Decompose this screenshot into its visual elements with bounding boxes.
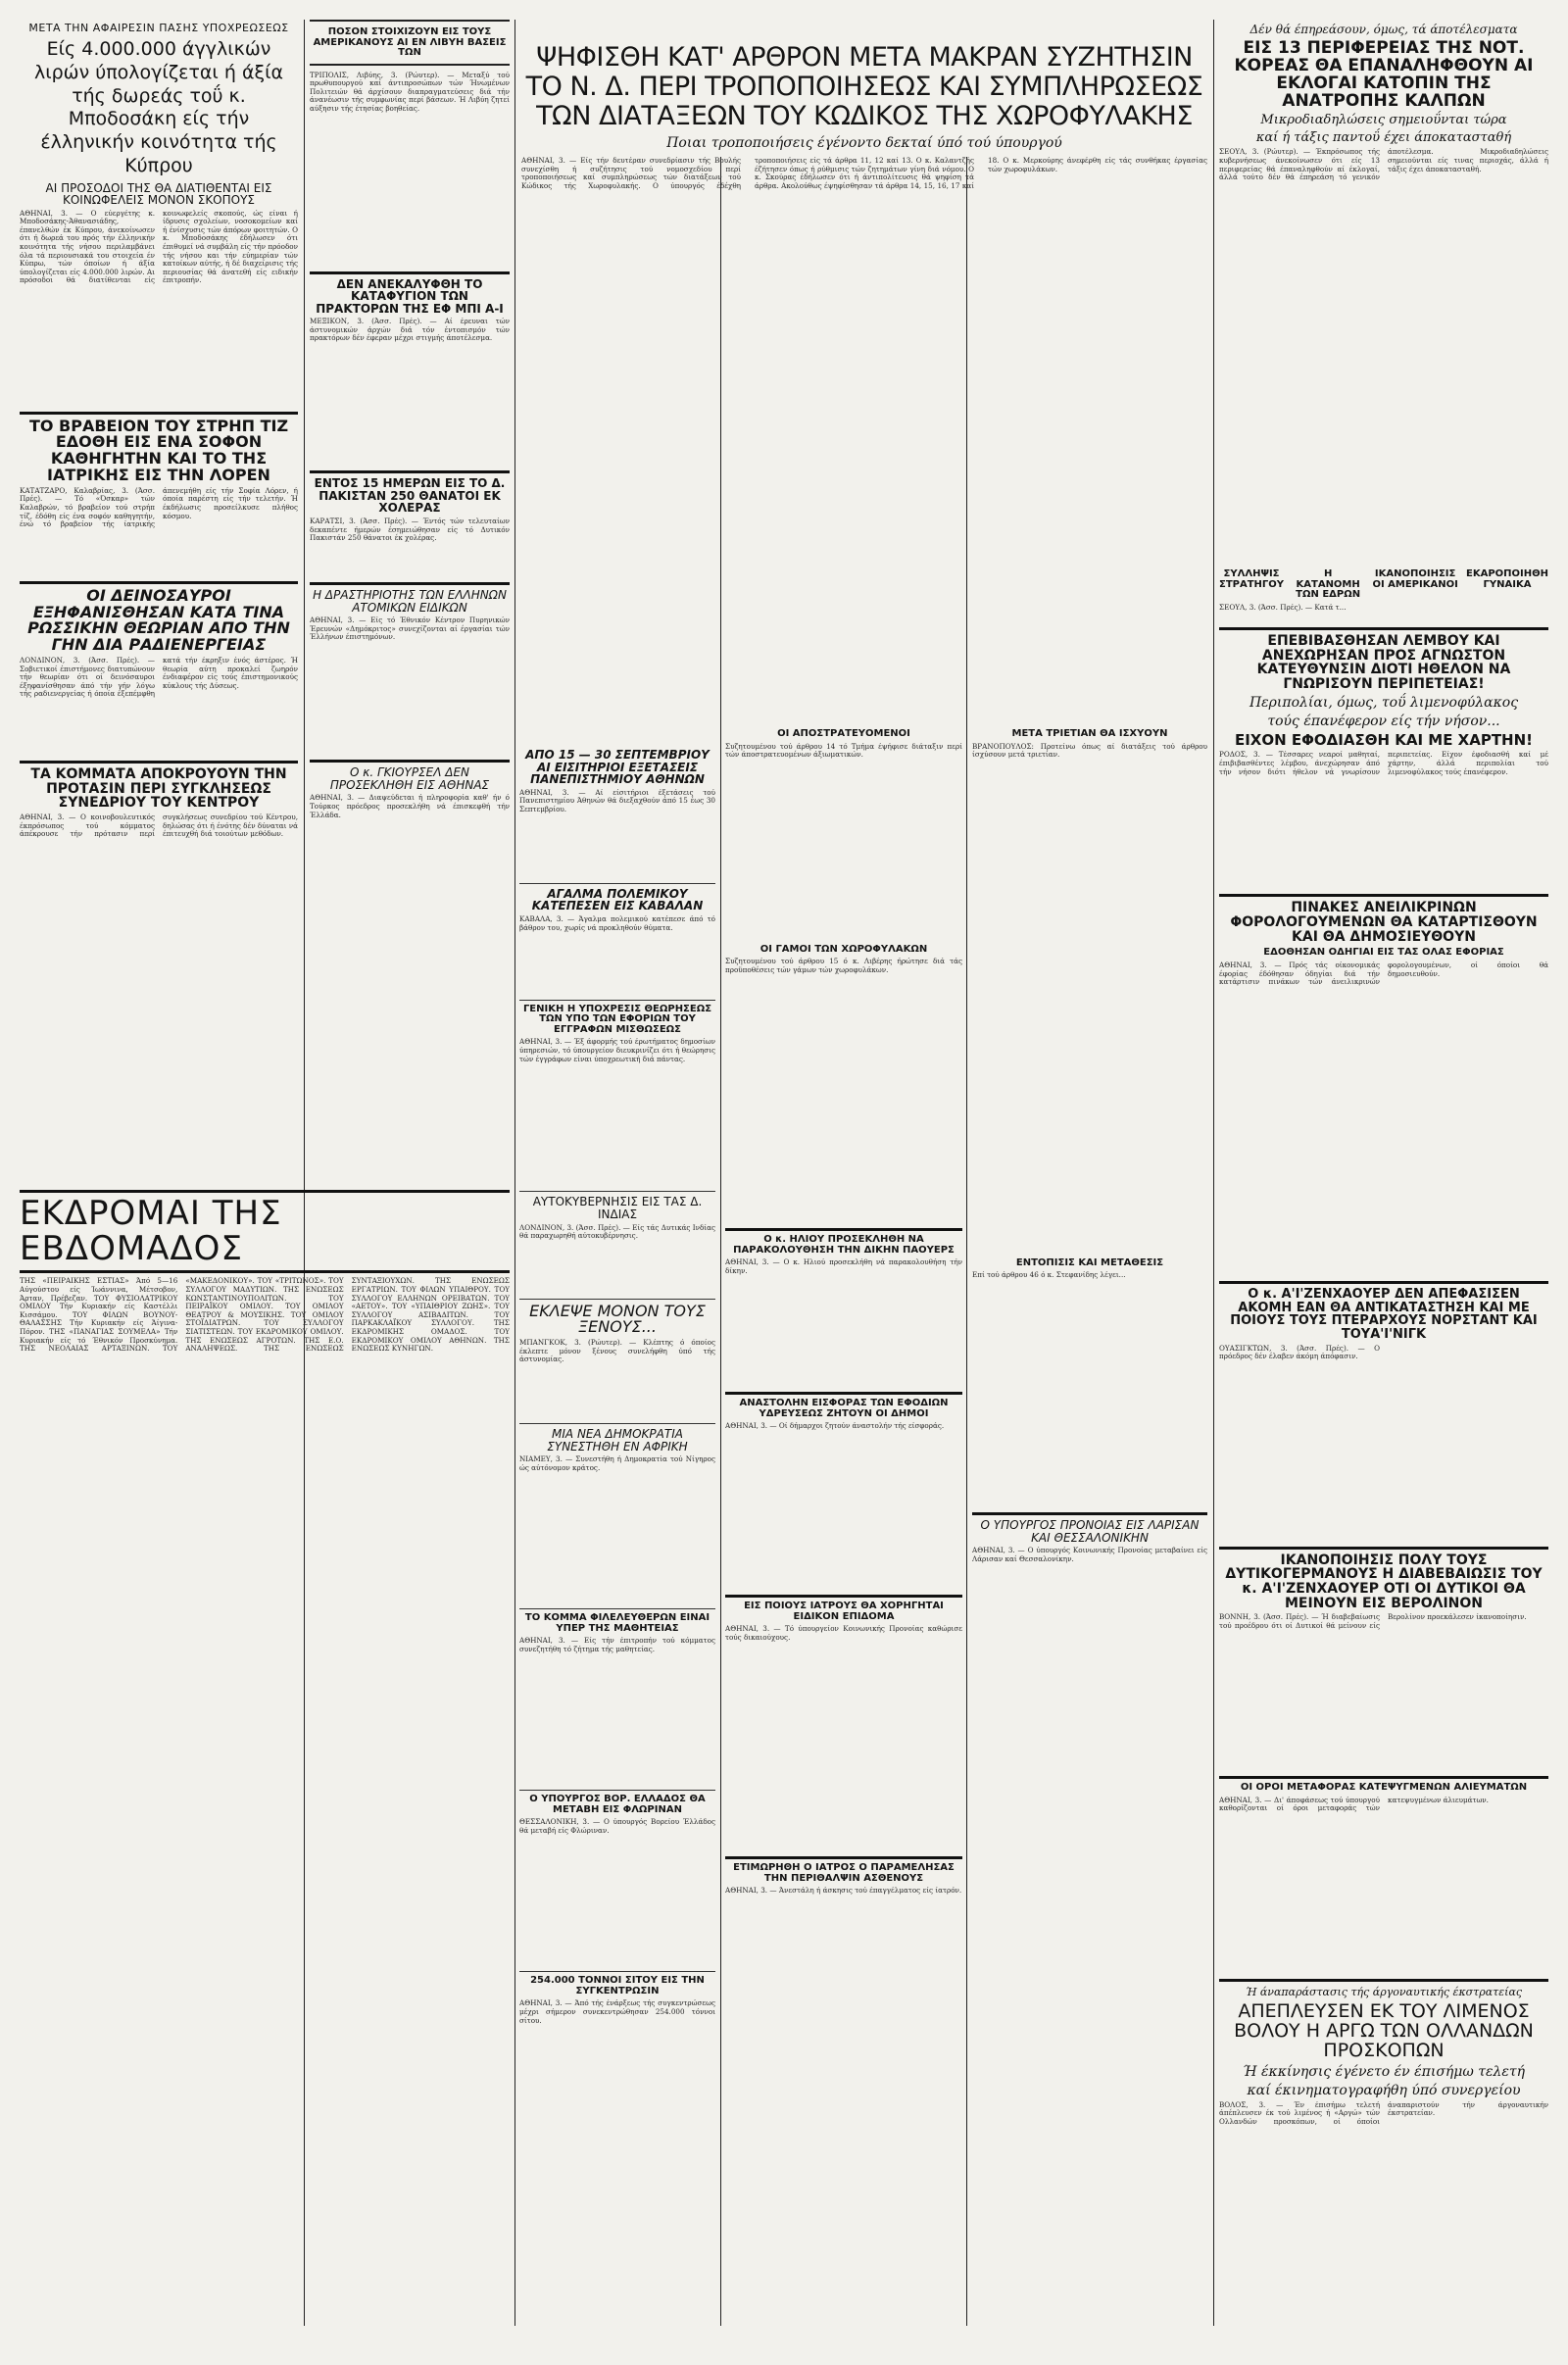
article-university — [519, 749, 715, 877]
article-statue — [519, 888, 715, 994]
headline: ΔΕΝ ΑΝΕΚΑΛΥΦΘΗ ΤΟ ΚΑΤΑΦΥΓΙΟΝ ΤΩΝ ΠΡΑΚΤΟΡΩΝ ΤΗΣ ΕΦ ΜΠΙ Α-Ι — [316, 276, 504, 316]
section-title: ΕΚΔΡΟΜΑΙ ΤΗΣ ΕΒΔΟΜΑΔΟΣ — [20, 1194, 282, 1268]
subhead: ΕΔΟΘΗΣΑΝ ΟΔΗΓΙΑΙ ΕΙΣ ΤΑΣ ΟΛΑΣ ΕΦΟΡΙΑΣ — [1263, 947, 1504, 959]
headline: ΙΚΑΝΟΠΟΙΗΣΙΣ ΠΟΛΥ ΤΟΥΣ ΔΥΤΙΚΟΓΕΡΜΑΝΟΥΣ Η ΔΙΑΒΕΒΑΙΩΣΙΣ ΤΟΥ κ. Α'Ι'ΖΕΝΧΑΟΥΕΡ ΟΤΙ ΟΙ ΔΥΤΙΚΟΙ ΘΑ ΜΕΙΝΟΥΝ ΕΙΣ ΒΕΡΟΛΙΝΟΝ — [1225, 1552, 1543, 1611]
lead-article-body: ΑΘΗΝΑΙ, 3. — Είς τήν δευτέραν συνεδρίασιν τής Βουλής συνεχίσθη ή συζήτησις τού νομοσχεδίου περί τροποποιήσεως καί συμπληρώσεως τών διατάξεων τού Κώδικος τής Χωροφυλακής. Ο ύπουργός έδέχθη τροποποιήσεις είς τά άρθρα 11, 12 καί 13. Ο κ. Καλαντζής έζήτησεν όπως ή ρύθμισις τών ζητημάτων γίνη διά νόμου. Ο κ. Σκούρας έδήλωσεν ότι ή άντιπολίτευσις θά ψηφίση τά άρθρα. Ακολούθως έψηφίσθησαν τά άρθρα 14, 15, 16, 17 καί 18. Ο κ. Μερκούρης άνεφέρθη είς τάς συνθήκας έργασίας τών χωροφυλάκων. — [521, 157, 1207, 190]
headline: Είς 4.000.000 άγγλικών λιρών ύπολογίζεται ή άξία τής δωρεάς τοΰ κ. Μποδοσάκη είς τήν έλληνικήν κοινότητα τής Κύπρου — [33, 38, 284, 176]
article-body: ΛΟΝΔΙΝΟΝ, 3. (Άσσ. Πρές). — Είς τάς Δυτικάς Ινδίας θά παραχωρηθή αύτοκυβέρνησις. — [519, 1223, 715, 1241]
article-weddings — [725, 945, 962, 1223]
article-body: ΟΥΑΣΙΓΚΤΩΝ, 3. (Άσσ. Πρές). — Ο πρόεδρος δέν έλαβεν άκόμη άπόφασιν. — [1219, 1344, 1380, 1361]
article-kicker: Δέν θά έπηρεάσουν, όμως, τά άποτέλεσματα — [1250, 23, 1518, 36]
column-fourth — [725, 725, 962, 2326]
article-body: ΚΑΤΑΤΖΑΡΟ, Καλαβρίας, 3. (Άσσ. Πρές). — Τό «Όσκαρ» τών Καλαβρών, τό βραβείον τού στρήπ τίζ, έδόθη είς ένα σοφόν καθηγητήν, ένώ τό βραβείον τής ίατρικής άπενεμήθη είς τήν Σοφία Λόρεν, ή όποία παρέστη είς τήν τελετήν. Ή έκδήλωσις προσείλκυσε πλήθος κόσμου. — [20, 486, 298, 529]
article-body: ΑΘΗΝΑΙ, 3. — Πρός τάς οίκονομικάς έφορίας έδόθησαν όδηγίαι διά τήν κατάρτισιν πινάκων τών άνειλικρινών φορολογουμένων, οί όποίοι θά δημοσιευθούν. — [1219, 961, 1548, 987]
newspaper-page — [20, 20, 1548, 2326]
headline: ΟΙ ΔΕΙΝΟΣΑΥΡΟΙ ΕΞΗΦΑΝΙΣΘΗΣΑΝ ΚΑΤΑ ΤΙΝΑ ΡΩΣΣΙΚΗΝ ΘΕΩΡΙΑΝ ΑΠΟ ΤΗΝ ΓΗΝ ΔΙΑ ΡΑΔΙΕΝΕΡΓΕΙΑΣ — [27, 585, 290, 655]
headline: ΟΙ ΓΑΜΟΙ ΤΩΝ ΧΩΡΟΦΥΛΑΚΩΝ — [760, 943, 928, 955]
article-body: ΡΟΔΟΣ, 3. — Τέσσαρες νεαροί μαθηταί, έπιβιβασθέντες λέμβου, άνεχώρησαν άπό τήν νήσον διότι ήθελον νά γνωρίσουν περιπετείας. Είχον έφοδιασθή καί μέ χάρτην, άλλά περιπολίαι τού λιμενοφύλακος τούς έπανέφερον. — [1219, 751, 1548, 776]
headline: ΟΙ ΟΡΟΙ ΜΕΤΑΦΟΡΑΣ ΚΑΤΕΨΥΓΜΕΝΩΝ ΑΛΙΕΥΜΑΤΩΝ — [1240, 1782, 1528, 1794]
headline: ΑΠΟ 15 — 30 ΣΕΠΤΕΜΒΡΙΟΥ ΑΙ ΕΙΣΙΤΗΡΙΟΙ ΕΞΕΤΑΣΕΙΣ ΠΑΝΕΠΙΣΤΗΜΙΟΥ ΑΘΗΝΩΝ — [525, 748, 710, 787]
subhead: καί ή τάξις παντοΰ έχει άποκατασταθή — [1255, 130, 1512, 146]
article-fish — [1219, 1783, 1548, 1973]
headline: Ο κ. Α'Ι'ΖΕΝΧΑΟΥΕΡ ΔΕΝ ΑΠΕΦΑΣΙΣΕΝ ΑΚΟΜΗ ΕΑΝ ΘΑ ΑΝΤΙΚΑΤΑΣΤΗΣΗ ΚΑΙ ΜΕ ΠΟΙΟΥΣ ΤΟΥΣ ΠΤΕΡΑΡΧΟΥΣ ΝΟΡΣΤΑΝΤ ΚΑΙ ΤΟΥΑ'Ι'ΝΙΓΚ — [1230, 1286, 1538, 1342]
lead-subhead: Ποιαι τροποποιήσεις έγένοντο δεκταί ύπό τού ύπουργού — [666, 134, 1062, 151]
headline: 254.000 ΤΟΝΝΟΙ ΣΙΤΟΥ ΕΙΣ ΤΗΝ ΣΥΓΚΕΝΤΡΩΣΙΝ — [530, 1975, 705, 1996]
headline: ΑΠΕΠΛΕΥΣΕΝ ΕΚ ΤΟΥ ΛΙΜΕΝΟΣ ΒΟΛΟΥ Η ΑΡΓΩ ΤΩΝ ΟΛΛΑΝΔΩΝ ΠΡΟΣΚΟΠΩΝ — [1234, 1999, 1534, 2061]
article-indies — [519, 1196, 715, 1292]
article-libya — [310, 20, 510, 66]
headline: ΠΟΣΟΝ ΣΤΟΙΧΙΖΟΥΝ ΕΙΣ ΤΟΥΣ ΑΜΕΡΙΚΑΝΟΥΣ ΑΙ ΕΝ ΛΙΒΥΗ ΒΑΣΕΙΣ ΤΩΝ — [313, 26, 507, 58]
article-three-years — [972, 729, 1207, 1253]
article-leases — [519, 1005, 715, 1186]
article-body: ΑΘΗΝΑΙ, 3. — Διαψεύδεται ή πληροφορία καθ' ήν ό Τούρκος πρόεδρος προσεκλήθη νά έπισκεφθή τήν Έλλάδα. — [310, 794, 510, 819]
article-body: ΑΘΗΝΑΙ, 3. — Τό ύπουργείον Κοινωνικής Προνοίας καθώρισε τούς δικαιούχους. — [725, 1625, 962, 1642]
lead-article-body-area — [521, 157, 1207, 725]
column-third — [519, 745, 715, 2326]
headline: ΤΑ ΚΟΜΜΑΤΑ ΑΠΟΚΡΟΥΟΥΝ ΤΗΝ ΠΡΟΤΑΣΙΝ ΠΕΡΙ ΣΥΓΚΛΗΣΕΩΣ ΣΥΝΕΔΡΙΟΥ ΤΟΥ ΚΕΝΤΡΟΥ — [30, 766, 287, 812]
article-iliou — [725, 1235, 962, 1386]
headline: ΕΠΕΒΙΒΑΣΘΗΣΑΝ ΛΕΜΒΟΥ ΚΑΙ ΑΝΕΧΩΡΗΣΑΝ ΠΡΟΣ ΑΓΝΩΣΤΟΝ ΚΑΤΕΥΘΥΝΣΙΝ ΔΙΟΤΙ ΗΘΕΛΟΝ ΝΑ ΓΝΩΡΙΣΟΥΝ ΠΕΡΙΠΕΤΕΙΑΣ! — [1256, 632, 1511, 692]
article-body: ΜΠΑΝΓΚΟΚ, 3. (Ρώυτερ). — Κλέπτης ό όποίος έκλεπτε μόνον ξένους συνελήφθη ύπό τής άστυνομίας. — [519, 1339, 715, 1364]
column-rule — [514, 20, 515, 2326]
headline: ΕΝΤΟΣ 15 ΗΜΕΡΩΝ ΕΙΣ ΤΟ Δ. ΠΑΚΙΣΤΑΝ 250 ΘΑΝΑΤΟΙ ΕΚ ΧΟΛΕΡΑΣ — [314, 476, 506, 516]
subhead: τούς έπανέφερον είς τήν νήσον... — [1267, 713, 1500, 729]
column-fifth — [972, 725, 1207, 2326]
article-body: ΑΘΗΝΑΙ, 3. — Άνεστάλη ή άσκησις τού έπαγγέλματος είς ίατρόν. — [725, 1887, 962, 1895]
column-rule — [1213, 20, 1214, 2326]
subhead: Ή έκκίνησις έγένετο έν έπισήμω τελετή — [1243, 2063, 1525, 2080]
article-kicker: ΜΕΤΑ ΤΗΝ ΑΦΑΙΡΕΣΙΝ ΠΑΣΗΣ ΥΠΟΧΡΕΩΣΕΩΣ — [28, 22, 289, 34]
article-retirees — [725, 729, 962, 939]
article-body: ΚΑΒΑΛΑ, 3. — Άγαλμα πολεμικού κατέπεσε άπό τό βάθρον του, χωρίς νά προκληθούν θύματα. — [519, 914, 715, 932]
headline: Ο κ. ΓΚΙΟΥΡΣΕΛ ΔΕΝ ΠΡΟΣΕΚΛΗΘΗ ΕΙΣ ΑΘΗΝΑΣ — [329, 765, 490, 792]
article-body: ΑΘΗΝΑΙ, 3. — Δι' άποφάσεως τού ύπουργού καθορίζονται οί όροι μεταφοράς τών κατεψυγμένων άλιευμάτων. — [1219, 1796, 1489, 1813]
subhead: καί έκινηματογραφήθη ύπό συνεργείου — [1247, 2082, 1521, 2098]
article-body: Συζητουμένου τού άρθρου 14 τό Τμήμα έψήφισε διάταξιν περί τών άποστρατευομένων άξιωματικών. — [725, 742, 962, 760]
article-doctor-punished — [725, 1863, 962, 2181]
headline: ΑΓΑΛΜΑ ΠΟΛΕΜΙΚΟΥ ΚΑΤΕΠΕΣΕΝ ΕΙΣ ΚΑΒΑΛΑΝ — [531, 886, 704, 913]
lead-article-header — [521, 39, 1207, 154]
headline: Ο κ. ΗΛΙΟΥ ΠΡΟΣΕΚΛΗΘΗ ΝΑ ΠΑΡΑΚΟΛΟΥΘΗΣΗ ΤΗΝ ΔΙΚΗΝ ΠΑΟΥΕΡΣ — [733, 1234, 955, 1256]
article-body: ΑΘΗΝΑΙ, 3. — Ο κοινοβουλευτικός έκπρόσωπος τού κόμματος άπέκρουσε τήν πρότασιν περί συγκλήσεως συνεδρίου τού Κέντρου, δηλώσας ότι ή ένότης δέν δύναται νά έπιτευχθή διά τοιούτων μεθόδων. — [20, 813, 298, 839]
article-kicker: Ή άναπαράστασις τής άργοναυτικής έκστρατείας — [1245, 1985, 1523, 1998]
article-striptease — [20, 416, 298, 575]
article-atomic — [310, 589, 510, 754]
headline: ΟΙ ΑΠΟΣΤΡΑΤΕΥΟΜΕΝΟΙ — [777, 728, 910, 739]
article-boat — [1219, 634, 1548, 889]
article-liberals — [519, 1613, 715, 1784]
article-thief — [519, 1301, 715, 1418]
headline: ΤΟ ΚΟΜΜΑ ΦΙΛΕΛΕΥΘΕΡΩΝ ΕΙΝΑΙ ΥΠΕΡ ΤΗΣ ΜΑΘΗΤΕΙΑΣ — [524, 1612, 710, 1634]
article-body: ΑΘΗΝΑΙ, 3. — Είς τήν έπιτροπήν τού κόμματος συνεζητήθη τό ζήτημα τής μαθητείας. — [519, 1637, 715, 1654]
headline: ΤΟ ΒΡΑΒΕΙΟΝ ΤΟΥ ΣΤΡΗΠ ΤΙΖ ΕΔΟΘΗ ΕΙΣ ΕΝΑ ΣΟΦΟΝ ΚΑΘΗΓΗΤΗΝ ΚΑΙ ΤΟ ΤΗΣ ΙΑΤΡΙΚΗΣ ΕΙΣ ΤΗΝ ΛΟΡΕΝ — [28, 416, 289, 485]
article-body: ΣΕΟΥΛ, 3. (Άσσ. Πρές). — Κατά τ... — [1219, 603, 1347, 612]
subhead: ΑΙ ΠΡΟΣΟΔΟΙ ΤΗΣ ΘΑ ΔΙΑΤΙΘΕΝΤΑΙ ΕΙΣ ΚΟΙΝΩΦΕΛΕΙΣ ΜΟΝΟΝ ΣΚΟΠΟΥΣ — [45, 180, 272, 208]
article-eisenhower — [1219, 1288, 1548, 1541]
headline: ΕΝΤΟΠΙΣΙΣ ΚΑΙ ΜΕΤΑΘΕΣΙΣ — [1015, 1256, 1164, 1268]
article-body: ΑΘΗΝΑΙ, 3. — Αί είσιτήριοι έξετάσεις τού Πανεπιστημίου Άθηνών θά διεξαχθούν άπό 15 έως 30 Σεπτεμβρίου. — [519, 788, 715, 813]
article-body: ΛΟΝΔΙΝΟΝ, 3. (Άσσ. Πρές). — Σοβιετικοί έπιστήμονες διατυπώνουν τήν θεωρίαν ότι οί δεινόσαυροι έξηφανίσθησαν άπό τήν γήν λόγω τής ραδιενεργείας ή όποία έξεπέμφθη κατά τήν έκρηξιν ένός άστέρος. Ή θεωρία αύτη προκαλεί ζωηρόν ένδιαφέρον είς τούς έπιστημονικούς κύκλους τής Δύσεως. — [20, 657, 298, 699]
article-dinosaurs — [20, 585, 298, 755]
article-municipalities — [725, 1399, 962, 1589]
article-bodosakis — [20, 22, 298, 406]
headline: Η ΚΑΤΑΝΟΜΗ ΤΩΝ ΕΔΡΩΝ — [1296, 568, 1361, 601]
article-body: ΚΑΡΑΤΣΙ, 3. (Άσσ. Πρές). — Έντός τών τελευταίων δεκαπέντε ήμερών έσημειώθησαν είς τό Δυτικόν Πακιστάν 250 θάνατοι έκ χολέρας. — [310, 517, 510, 543]
article-parties — [20, 767, 298, 961]
article-fbi — [310, 278, 510, 466]
article-body: ΝΙΑΜΕΥ, 3. — Συνεστήθη ή Δημοκρατία τού Νίγηρος ώς αύτόνομον κράτος. — [519, 1455, 715, 1473]
headline: Ο ΥΠΟΥΡΓΟΣ ΒΟΡ. ΕΛΛΑΔΟΣ ΘΑ ΜΕΤΑΒΗ ΕΙΣ ΦΛΩΡΙΝΑΝ — [529, 1794, 706, 1815]
article-body: ΑΘΗΝΑΙ, 3. — Ο ύπουργός Κοινωνικής Προνοίας μεταβαίνει είς Λάρισαν καί Θεσσαλονίκην. — [972, 1547, 1207, 1563]
subhead: Μικροδιαδηλώσεις σημειοΰνται τώρα — [1260, 113, 1507, 128]
headline: ΓΕΝΙΚΗ Η ΥΠΟΧΡΕΣΙΣ ΘΕΩΡΗΣΕΩΣ ΤΩΝ ΥΠΟ ΤΩΝ ΕΦΟΡΙΩΝ ΤΟΥ ΕΓΓΡΑΦΩΝ ΜΙΣΘΩΣΕΩΣ — [522, 1003, 712, 1035]
headline: ΜΕΤΑ ΤΡΙΕΤΙΑΝ ΘΑ ΙΣΧΥΟΥΝ — [1011, 728, 1168, 739]
excursions-section — [20, 1186, 510, 2326]
article-body: ΑΘΗΝΑΙ, 3. — Ο κ. Ηλιού προσεκλήθη νά παρακολουθήση τήν δίκην. — [725, 1258, 962, 1275]
article-gursel — [310, 766, 510, 990]
column-right — [1219, 20, 1548, 2326]
subhead: Περιπολίαι, όμως, τοΰ λιμενοφύλακος — [1249, 694, 1519, 711]
headline: ΑΥΤΟΚΥΒΕΡΝΗΣΙΣ ΕΙΣ ΤΑΣ Δ. ΙΝΔΙΑΣ — [532, 1195, 703, 1222]
column-left — [20, 20, 298, 1176]
headline: ΕΤΙΜΩΡΗΘΗ Ο ΙΑΤΡΟΣ Ο ΠΑΡΑΜΕΛΗΣΑΣ ΤΗΝ ΠΕΡΙΘΑΛΨΙΝ ΑΣΘΕΝΟΥΣ — [733, 1862, 955, 1884]
article-body: ΑΘΗΝΑΙ, 3. — Ο εύεργέτης κ. Μποδοσάκης-Άθανασιάδης, έπανελθών έκ Κύπρου, άνεκοίνωσεν ότι ή δωρεά του πρός τήν έλληνικήν κοινότητα τής νήσου περιλαμβάνει όλα τά περιουσιακά του στοιχεία έν Κύπρω, τών όποίων ή άξία ύπολογίζεται είς 4.000.000 λιρών. Αι πρόσοδοι θά διατίθενται είς κοινωφελείς σκοπούς, ώς είναι ή ίδρυσις σχολείων, νοσοκομείων καί ή ένίσχυσις τών άπόρων φοιτητών. Ο κ. Μποδοσάκης έδήλωσεν ότι έπιθυμεί νά συμβάλη είς τήν πρόοδον τής νήσου και τήν εύημερίαν τών κατοίκων αύτής, ή δέ διαχείρισις τής περιουσίας θά άνατεθή είς ειδικήν έπιτροπήν. — [20, 209, 298, 285]
article-body: Επί τού άρθρου 46 ό κ. Στεφανίδης λέγει... — [972, 1271, 1126, 1279]
article-body: ΑΘΗΝΑΙ, 3. — Έξ άφορμής τού έρωτήματος δημοσίων ύπηρεσιών, τό ύπουργείον διευκρινίζει ότι ή θεώρησις τών έγγράφων είναι ύποχρεωτική διά πάντας. — [519, 1038, 715, 1063]
article-wheat — [519, 1976, 715, 2156]
headline: Η ΔΡΑΣΤΗΡΙΟΤΗΣ ΤΩΝ ΕΛΛΗΝΩΝ ΑΤΟΜΙΚΩΝ ΕΙΔΙΚΩΝ — [313, 588, 507, 615]
article-body: ΣΕΟΥΛ, 3. (Ρώυτερ). — Έκπρόσωπος τής κυβερνήσεως άνεκοίνωσεν ότι είς 13 περιφερείας θά έπαναληφθούν αί έκλογαί, άλλά τούτο δέν θά έπηρεάση τό γενικόν άποτέλεσμα. Μικροδιαδηλώσεις σημειούνται είς τινας περιοχάς, άλλά ή τάξις έχει άποκατασταθή. — [1219, 148, 1548, 182]
article-florina — [519, 1795, 715, 1965]
headline: Ο ΥΠΟΥΡΓΟΣ ΠΡΟΝΟΙΑΣ ΕΙΣ ΛΑΡΙΣΑΝ ΚΑΙ ΘΕΣΣΑΛΟΝΙΚΗΝ — [980, 1518, 1200, 1545]
headline: ΙΚΑΝΟΠΟΙΗΣΙΣ ΟΙ ΑΜΕΡΙΚΑΝΟΙ — [1372, 568, 1458, 590]
article-body: ΒΟΝΝΗ, 3. (Άσσ. Πρές). — Ή διαβεβαίωσις τού προέδρου ότι οί Δυτικοί θά μείνουν είς Βερολίνον προεκάλεσεν ίκανοποίησιν. — [1219, 1613, 1527, 1630]
headline: ΣΥΛΛΗΨΙΣ ΣΤΡΑΤΗΓΟΥ — [1219, 568, 1285, 590]
article-welfare-minister — [972, 1519, 1207, 2233]
headline: ΕΚΑΡΟΠΟΙΗΘΗ ΓΥΝΑΙΚΑ — [1466, 568, 1548, 590]
article-africa — [519, 1428, 715, 1602]
article-cholera — [310, 477, 510, 576]
column-second — [310, 20, 510, 1176]
headline: ΜΙΑ ΝΕΑ ΔΗΜΟΚΡΑΤΙΑ ΣΥΝΕΣΤΗΘΗ ΕΝ ΑΦΡΙΚΗ — [547, 1427, 688, 1453]
excursions-list: ΤΗΣ «ΠΕΙΡΑΪΚΗΣ ΕΣΤΙΑΣ» Άπό 5—16 Αύγούστου είς Ίωάννινα, Μέτσοβον, Άρταν, Πρέβεζαν. ΤΟΥ ΦΥΣΙΟΛΑΤΡΙΚΟΥ ΟΜΙΛΟΥ Τήν Κυριακήν είς Καστέλλι Κισσάμου. ΤΟΥ ΦΙΛΩΝ ΒΟΥΝΟΥ-ΘΑΛΑΣΣΗΣ Τήν Κυριακήν είς Άίγινα-Πόρον. ΤΗΣ «ΠΑΝΑΓΙΑΣ ΣΟΥΜΕΛΑ» Τήν Κυριακήν είς τό Έθνικόν Προσκύνημα. ΤΗΣ ΝΕΟΛΑΙΑΣ ΑΡΤΑΞΙΝΩΝ. ΤΟΥ «ΜΑΚΕΔΟΝΙΚΟΥ». ΤΟΥ «ΤΡΙΤΩΝΟΣ». ΤΟΥ ΣΥΛΛΟΓΟΥ ΜΑΔΥΤΙΩΝ. ΤΗΣ ΕΝΩΣΕΩΣ ΚΩΝΣΤΑΝΤΙΝΟΥΠΟΛΙΤΩΝ. ΤΟΥ ΠΕΙΡΑΪΚΟΥ ΟΜΙΛΟΥ. ΤΟΥ ΟΜΙΛΟΥ ΘΕΑΤΡΟΥ & ΜΟΥΣΙΚΗΣ. ΤΟΥ ΟΜΙΛΟΥ ΣΤΟΪΔΙΑΤΡΩΝ. ΤΟΥ ΣΥΛΛΟΓΟΥ ΣΙΑΤΙΣΤΕΩΝ. ΤΟΥ ΕΚΔΡΟΜΙΚΟΥ ΟΜΙΛΟΥ. ΤΗΣ ΕΝΩΣΕΩΣ ΑΓΡΟΤΩΝ. ΤΗΣ Ε.Ο. ΑΝΑΛΗΨΕΩΣ. ΤΗΣ ΕΝΩΣΕΩΣ ΣΥΝΤΑΞΙΟΥΧΩΝ. ΤΗΣ ΕΝΩΣΕΩΣ ΕΡΓΑΤΡΙΩΝ. ΤΟΥ ΦΙΛΩΝ ΥΠΑΙΘΡΟΥ. ΤΟΥ ΣΥΛΛΟΓΟΥ ΕΛΛΗΝΩΝ ΟΡΕΙΒΑΤΩΝ. ΤΟΥ «ΑΕΤΟΥ». ΤΟΥ «ΥΠΑΙΘΡΙΟΥ ΖΩΗΣ». ΤΟΥ ΣΥΛΛΟΓΟΥ ΑΣΙΒΑΔΙΤΩΝ. ΤΟΥ ΠΑΡΚΑΚΛΑΪΚΟΥ ΣΥΛΛΟΓΟΥ. ΤΗΣ ΕΚΔΡΟΜΙΚΗΣ ΟΜΑΔΟΣ. ΤΟΥ ΕΚΔΡΟΜΙΚΟΥ ΟΜΙΛΟΥ ΑΘΗΝΩΝ. ΤΗΣ ΕΝΩΣΕΩΣ ΚΥΝΗΓΩΝ. — [20, 1277, 510, 1354]
article-body: ΒΟΛΟΣ, 3. — Έν έπισήμω τελετή άπέπλευσεν έκ τού λιμένος ή «Αργώ» τών Ολλανδών προσκόπων, οί όποίοι άναπαριστούν τήν άργοναυτικήν έκστρατείαν. — [1219, 2100, 1548, 2126]
article-body: ΤΡΙΠΟΛΙΣ, Λιβύης, 3. (Ρώυτερ). — Μεταξύ τού πρωθυπουργού καί άντιπροσώπων τών Ήνωμένων Πολιτειών θά άρχίσουν διαπραγματεύσεις διά τήν άνανέωσιν τής συμφωνίας περί βάσεων. Ή Λιβύη ζητεί αύξησιν τής έτησίας βοηθείας. — [310, 71, 510, 113]
lead-headline: ΨΗΦΙΣΘΗ ΚΑΤ' ΑΡΘΡΟΝ ΜΕΤΑ ΜΑΚΡΑΝ ΣΥΖΗΤΗΣΙΝ ΤΟ Ν. Δ. ΠΕΡΙ ΤΡΟΠΟΠΟΙΗΣΕΩΣ ΚΑΙ ΣΥΜΠΛΗΡΩΣΕΩΣ ΤΩΝ ΔΙΑΤΑΞΕΩΝ ΤΟΥ ΚΩΔΙΚΟΣ ΤΗΣ ΧΩΡΟΦΥΛΑΚΗΣ — [525, 42, 1203, 132]
headline: ΕΙΧΟΝ ΕΦΟΔΙΑΣΘΗ ΚΑΙ ΜΕ ΧΑΡΤΗΝ! — [1234, 730, 1534, 749]
article-body: ΘΕΣΣΑΛΟΝΙΚΗ, 3. — Ο ύπουργός Βορείου Έλλάδος θά μεταβή είς Φλώριναν. — [519, 1818, 715, 1836]
article-tax — [1219, 901, 1548, 1275]
article-doctors — [725, 1601, 962, 1850]
headline: ΕΙΣ ΠΟΙΟΥΣ ΙΑΤΡΟΥΣ ΘΑ ΧΟΡΗΓΗΤΑΙ ΕΙΔΙΚΟΝ ΕΠΙΔΟΜΑ — [744, 1601, 944, 1622]
article-korea — [1219, 23, 1548, 560]
article-berlin — [1219, 1553, 1548, 1771]
article-body: ΒΡΑΝΟΠΟΥΛΟΣ: Προτείνω όπως αί διατάξεις τού άρθρου ίσχύσουν μετά τριετίαν. — [972, 742, 1207, 760]
article-body: ΑΘΗΝΑΙ, 3. — Οί δήμαρχοι ζητούν άναστολήν τής είσφοράς. — [725, 1422, 945, 1430]
article-transfers — [972, 1258, 1207, 1507]
article-argo — [1219, 1986, 1548, 2258]
headline: ΕΚΛΕΨΕ ΜΟΝΟΝ ΤΟΥΣ ΞΕΝΟΥΣ... — [529, 1301, 706, 1337]
headline: ΠΙΝΑΚΕΣ ΑΝΕΙΛΙΚΡΙΝΩΝ ΦΟΡΟΛΟΓΟΥΜΕΝΩΝ ΘΑ ΚΑΤΑΡΤΙΣΘΟΥΝ ΚΑΙ ΘΑ ΔΗΜΟΣΙΕΥΘΟΥΝ — [1230, 900, 1538, 945]
headline: ΑΝΑΣΤΟΛΗΝ ΕΙΣΦΟΡΑΣ ΤΩΝ ΕΦΟΔΙΩΝ ΥΔΡΕΥΣΕΩΣ ΖΗΤΟΥΝ ΟΙ ΔΗΜΟΙ — [739, 1398, 949, 1419]
article-body: ΑΘΗΝΑΙ, 3. — Άπό τής ένάρξεως τής συγκεντρώσεως μέχρι σήμερον συνεκεντρώθησαν 254.000 τόννοι σίτου. — [519, 1999, 715, 2025]
headline: ΕΙΣ 13 ΠΕΡΙΦΕΡΕΙΑΣ ΤΗΣ ΝΟΤ. ΚΟΡΕΑΣ ΘΑ ΕΠΑΝΑΛΗΦΘΟΥΝ ΑΙ ΕΚΛΟΓΑΙ ΚΑΤΟΠΙΝ ΤΗΣ ΑΝΑΤΡΟΠΗΣ ΚΑΛΠΩΝ — [1234, 38, 1534, 111]
article-body: ΜΕΞΙΚΟΝ, 3. (Άσσ. Πρές). — Αί έρευναι τών άστυνομικών άρχών διά τόν έντοπισμόν τών πρακτόρων δέν έφεραν μέχρι στιγμής άποτέλεσμα. — [310, 318, 510, 343]
article-body: ΑΘΗΝΑΙ, 3. — Είς τό Έθνικόν Κέντρον Πυρηνικών Έρευνών «Δημόκριτος» συνεχίζονται αί έργασίαι τών Έλλήνων έπιστημόνων. — [310, 616, 510, 642]
article-body: Συζητουμένου τού άρθρου 15 ό κ. Λιβέρης ήρώτησε διά τάς προϋποθέσεις τών γάμων τών χωροφυλάκων. — [725, 958, 962, 974]
